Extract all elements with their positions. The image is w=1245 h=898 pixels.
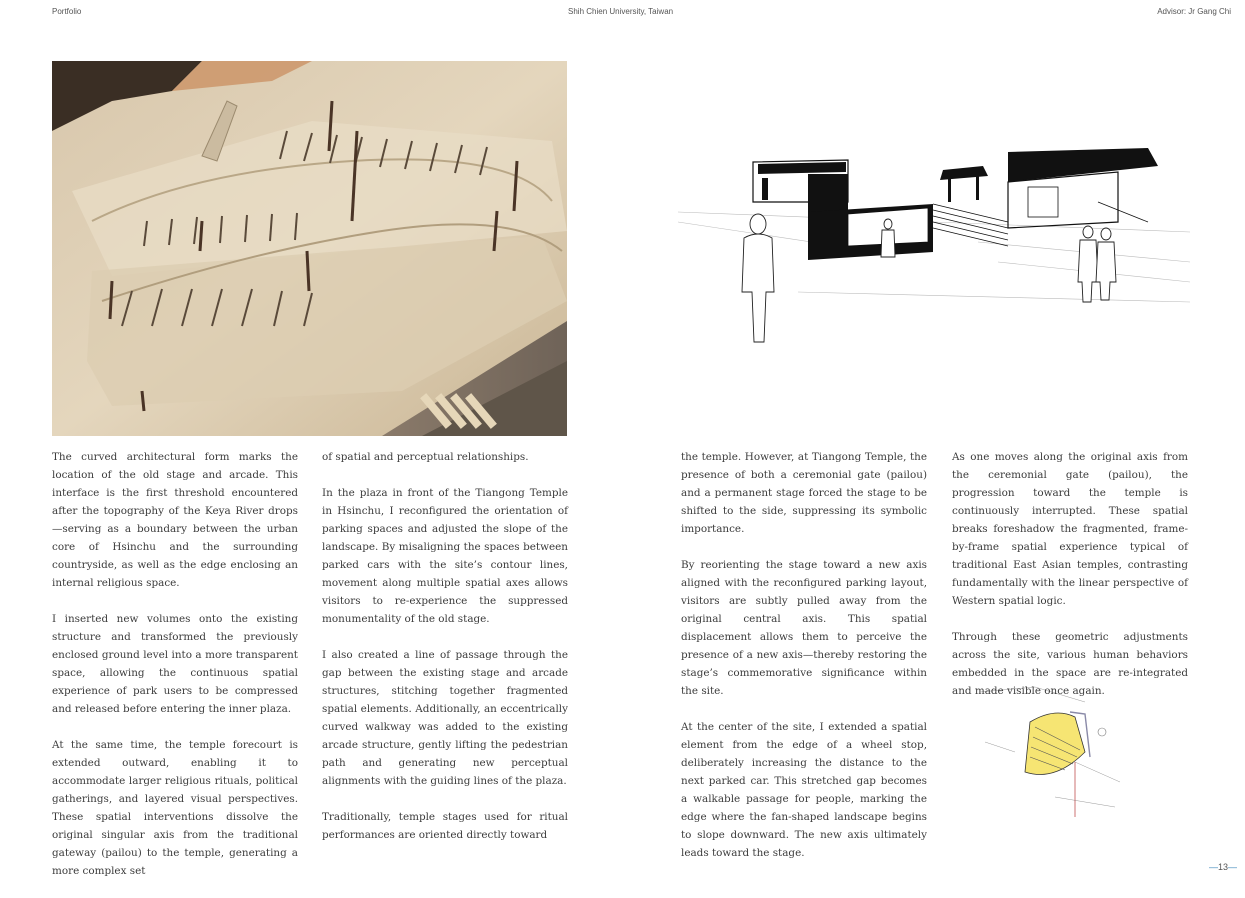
paragraph: of spatial and perceptual relationships. [322,451,529,463]
site-model-photo [52,61,567,436]
page-number-value: 13 [1217,862,1228,872]
page-number: —13— [1208,862,1237,872]
header-advisor: Advisor: Jr Gang Chi [1157,7,1231,16]
header-university: Shih Chien University, Taiwan [568,7,674,16]
text-column-3 [681,448,927,880]
paragraph: I also created a line of passage through the gap between the existing stage and arcade structures, stitching together fragmented spatial elements. Additionally, an eccentrically curved walkway was added to the existing arcade structure, gently lifting the pedestrian path and generating new perceptual alignments with the guiding lines of the plaza. [322,649,568,787]
paragraph: The curved architectural form marks the location of the old stage and arcade. This interface is the first threshold encountered after the topography of the Keya River drops—serving as a boundary between the urban core of Hsinchu and the surrounding countryside, as well as the edge enclosing an internal religious space. [52,451,298,589]
text-column-2 [322,448,568,862]
paragraph: I inserted new volumes onto the existing structure and transformed the previously enclosed ground level into a more transparent space, allowing the continuous spatial experience of park users to be compressed and released before entering the inner plaza. [52,613,298,715]
paragraph: Traditionally, temple stages used for ritual performances are oriented directly toward [322,811,568,841]
paragraph: By reorienting the stage toward a new axis aligned with the reconfigured parking layout, visitors are subtly pulled away from the original central axis. This spatial displacement allows them to perceive the presence of a new axis—thereby restoring the stage’s commemorative significance within the site. [681,559,927,697]
render-illustration [678,142,1190,350]
paragraph: As one moves along the original axis from the ceremonial gate (pailou), the progression toward the temple is continuously interrupted. These spatial breaks foreshadow the fragmented, frame-by-frame spatial experience typical of traditional East Asian temples, contrasting fundamentally with the linear perspective of Western spatial logic. [952,451,1188,607]
paragraph: In the plaza in front of the Tiangong Temple in Hsinchu, I reconfigured the orientation of parking spaces and adjusted the slope of the landscape. By misaligning the spaces between parked cars with the site’s contour lines, movement along multiple spatial axes allows visitors to re-experience the suppressed monumentality of the old stage. [322,487,568,625]
paragraph: At the same time, the temple forecourt is extended outward, enabling it to accommodate larger religious rituals, political gatherings, and layered visual perspectives. These spatial interventions dissolve the original singular axis from the traditional gateway (pailou) to the temple, generating a more complex set [52,739,298,877]
perspective-render [678,142,1190,350]
header-portfolio-label: Portfolio [52,7,82,16]
site-model-illustration [52,61,567,436]
paragraph: Through these geometric adjustments across the site, various human behaviors embedded in the space are re-integrated and made visible once again. [952,631,1188,697]
text-column-1 [52,448,298,898]
paragraph: At the center of the site, I extended a spatial element from the edge of a wheel stop, deliberately increasing the distance to the next parked car. This stretched gap becomes a walkable passage for people, marking the edge where the fan-shaped landscape begins to slope downward. The new axis ultimately leads toward the stage. [681,721,927,859]
paragraph: the temple. However, at Tiangong Temple, the presence of both a ceremonial gate (pailou) and a permanent stage forced the stage to be shifted to the side, suppressing its symbolic importance. [681,451,927,535]
text-column-4 [952,448,1188,718]
